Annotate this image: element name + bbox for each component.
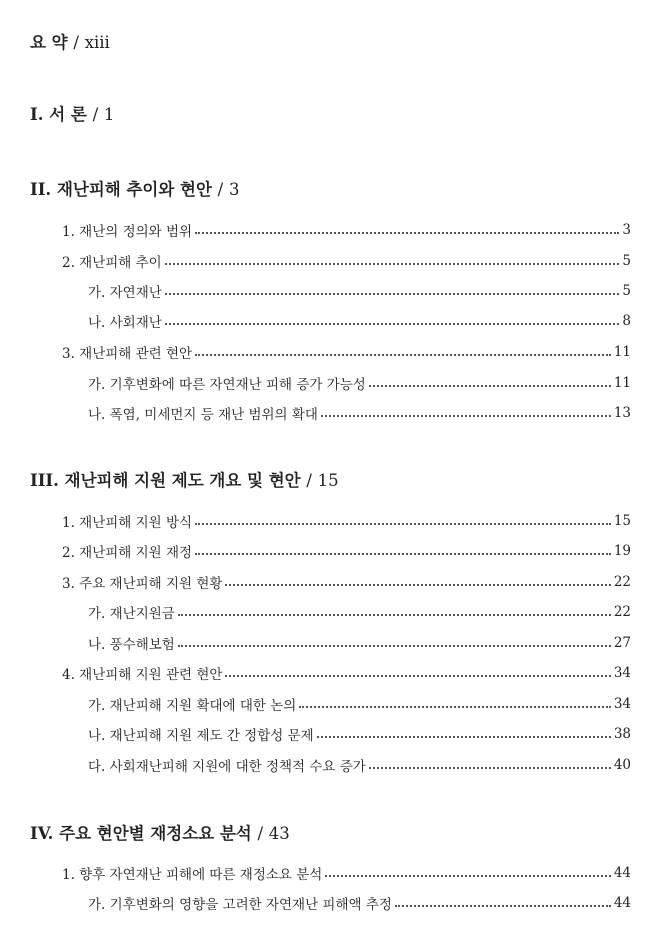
summary-page: xiii	[84, 33, 110, 52]
chapter-title: 주요 현안별 재정소요 분석	[59, 824, 252, 843]
dot-leader	[195, 354, 611, 356]
toc-entry[interactable]	[88, 724, 631, 744]
entry-page: 8	[622, 313, 631, 329]
toc-chapter-4-heading[interactable]	[30, 820, 635, 844]
entry-title: 가. 재난지원금	[88, 606, 175, 622]
entry-title: 나. 풍수해보험	[88, 637, 175, 653]
entry-page: 11	[613, 375, 631, 391]
toc-entry[interactable]	[88, 373, 631, 393]
entry-title: 가. 자연재난	[88, 285, 162, 301]
toc-summary-heading[interactable]	[30, 29, 635, 53]
summary-separator: /	[73, 33, 79, 52]
entry-page: 40	[613, 757, 631, 773]
entry-title: 나. 사회재난	[88, 315, 162, 331]
toc-entry[interactable]	[62, 511, 631, 531]
dot-leader	[299, 706, 610, 708]
entry-page: 19	[613, 543, 631, 559]
toc-chapter-2-heading[interactable]	[30, 176, 635, 200]
entry-title: 1. 재난의 정의와 범위	[62, 224, 193, 240]
toc-chapter-3-heading[interactable]	[30, 467, 635, 491]
chapter-page: 1	[103, 105, 115, 124]
entry-title: 2. 재난피해 지원 재정	[62, 545, 193, 561]
toc-entry[interactable]	[88, 311, 631, 331]
chapter-number: II.	[30, 180, 52, 199]
entry-title: 가. 기후변화의 영향을 고려한 자연재난 피해액 추정	[88, 897, 392, 913]
chapter-number: III.	[30, 471, 59, 490]
toc-entry[interactable]	[62, 863, 631, 883]
entry-title: 3. 주요 재난피해 지원 현황	[62, 576, 223, 592]
dot-leader	[317, 736, 611, 738]
entry-page: 3	[622, 222, 631, 238]
toc-entry[interactable]	[62, 342, 631, 362]
toc-entry[interactable]	[88, 403, 631, 423]
toc-entry[interactable]	[88, 602, 631, 622]
entry-title: 나. 폭염, 미세먼지 등 재난 범위의 확대	[88, 407, 318, 423]
dot-leader	[321, 415, 611, 417]
toc-entry[interactable]	[88, 694, 631, 714]
dot-leader	[195, 232, 619, 234]
chapter-page: 43	[268, 824, 290, 843]
entry-page: 34	[613, 665, 631, 681]
chapter-number: IV.	[30, 824, 54, 843]
summary-title: 요 약	[30, 33, 68, 52]
entry-title: 다. 사회재난피해 지원에 대한 정책적 수요 증가	[88, 759, 366, 775]
entry-title: 3. 재난피해 관련 현안	[62, 346, 193, 362]
entry-page: 44	[613, 895, 631, 911]
dot-leader	[395, 905, 611, 907]
entry-page: 22	[613, 574, 631, 590]
dot-leader	[165, 293, 620, 295]
dot-leader	[195, 523, 611, 525]
entry-page: 34	[613, 696, 631, 712]
entry-page: 27	[613, 635, 631, 651]
chapter-title: 재난피해 지원 제도 개요 및 현안	[64, 471, 301, 490]
chapter-separator: /	[92, 105, 99, 124]
dot-leader	[165, 263, 620, 265]
entry-title: 가. 재난피해 지원 확대에 대한 논의	[88, 698, 297, 714]
entry-page: 15	[613, 513, 631, 529]
entry-page: 13	[613, 405, 631, 421]
entry-page: 38	[613, 726, 631, 742]
entry-title: 2. 재난피해 추이	[62, 255, 162, 271]
toc-chapter-1-heading[interactable]	[30, 101, 635, 125]
toc-entry[interactable]	[62, 663, 631, 683]
toc-entry[interactable]	[88, 893, 631, 913]
entry-page: 5	[622, 283, 631, 299]
entry-title: 1. 향후 자연재난 피해에 따른 재정소요 분석	[62, 867, 323, 883]
toc-entry[interactable]	[88, 281, 631, 301]
entry-page: 11	[613, 344, 631, 360]
chapter-title: 서 론	[49, 105, 87, 124]
entry-title: 가. 기후변화에 따른 자연재난 피해 증가 가능성	[88, 377, 366, 393]
entry-page: 44	[613, 865, 631, 881]
chapter-separator: /	[257, 824, 264, 843]
chapter-title: 재난피해 추이와 현안	[56, 180, 212, 199]
dot-leader	[369, 767, 611, 769]
dot-leader	[325, 875, 610, 877]
entry-title: 4. 재난피해 지원 관련 현안	[62, 667, 223, 683]
toc-entry[interactable]	[62, 251, 631, 271]
chapter-separator: /	[217, 180, 224, 199]
entry-page: 5	[622, 253, 631, 269]
chapter-separator: /	[306, 471, 312, 490]
dot-leader	[165, 323, 620, 325]
chapter-number: I.	[30, 105, 44, 124]
chapter-page: 15	[317, 471, 339, 490]
dot-leader	[195, 553, 611, 555]
dot-leader	[225, 584, 610, 586]
dot-leader	[225, 675, 610, 677]
entry-page: 22	[613, 604, 631, 620]
toc-entry[interactable]	[62, 220, 631, 240]
toc-entry[interactable]	[62, 541, 631, 561]
toc-entry[interactable]	[88, 633, 631, 653]
dot-leader	[178, 614, 611, 616]
entry-title: 나. 재난피해 지원 제도 간 정합성 문제	[88, 728, 314, 744]
dot-leader	[178, 645, 611, 647]
entry-title: 1. 재난피해 지원 방식	[62, 515, 193, 531]
toc-entry[interactable]	[62, 572, 631, 592]
chapter-page: 3	[228, 180, 240, 199]
dot-leader	[369, 385, 611, 387]
toc-entry[interactable]	[88, 755, 631, 775]
